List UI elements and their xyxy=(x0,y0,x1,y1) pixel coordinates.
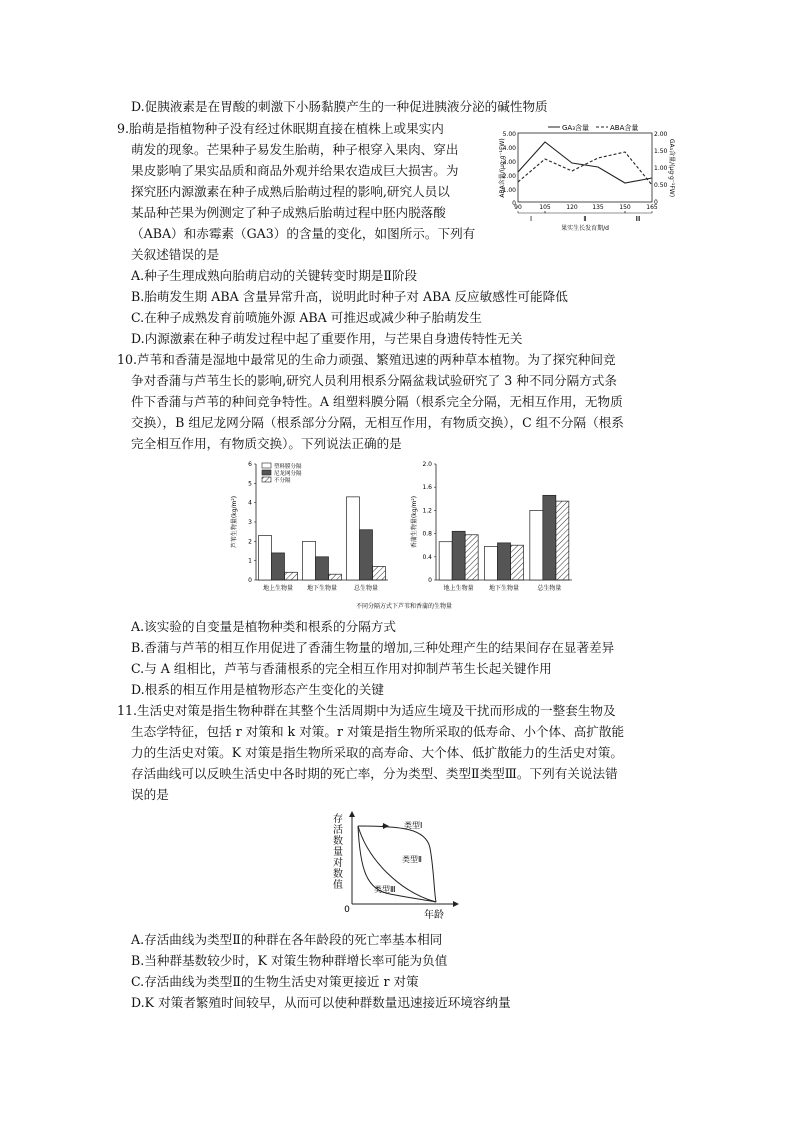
y-tick-label: 1.2 xyxy=(422,507,432,515)
bar xyxy=(465,535,478,580)
x-axis-label: 年龄 xyxy=(424,910,444,921)
biomass-bar-charts xyxy=(228,456,580,612)
q9-option-c: C.在种子成熟发育前喷施外源 ABA 可推迟或减少种子胎萌发生 xyxy=(131,310,482,325)
curve-label-3: 类型Ⅲ xyxy=(374,885,396,894)
bar xyxy=(303,541,316,580)
q10-option-b: B.香蒲与芦苇的相互作用促进了香蒲生物量的增加,三种处理产生的结果间存在显著差异 xyxy=(131,640,615,655)
q9-stem-line: 某品种芒果为例测定了种子成熟后胎萌过程中胚内脱落酸 xyxy=(131,205,446,220)
q11-stem-line: 生态学特征，包括 r 对策和 k 对策。r 对策是指生物所采取的低寿命、小个体、高扩散能 xyxy=(131,724,625,739)
y-tick-label: 6 xyxy=(248,461,252,468)
x-tick-label: 总生物量 xyxy=(537,585,562,592)
bar xyxy=(485,546,498,580)
y-tick-label: 0.4 xyxy=(422,553,432,561)
bar xyxy=(259,536,272,580)
q9-stem-line: 探究胚内源激素在种子成熟后胎萌过程的影响,研究人员以 xyxy=(131,184,450,199)
left-tick: 0 xyxy=(512,200,516,207)
bar xyxy=(316,557,329,580)
y-tick-label: 2.0 xyxy=(422,461,432,468)
q10-option-a: A.该实验的自变量是植物种类和根系的分隔方式 xyxy=(131,619,396,634)
q11-stem-line: 误的是 xyxy=(131,787,169,802)
aba-series-line xyxy=(518,152,652,185)
q9-stem-line: 9.胎萌是指植物种子没有经过休眠期直接在植株上或果实内 xyxy=(117,121,444,136)
bar xyxy=(439,542,452,580)
q8-option-d: D.促胰液素是在胃酸的刺激下小肠黏膜产生的一种促进胰液分泌的碱性物质 xyxy=(131,99,548,114)
y-tick-label: 5 xyxy=(248,480,252,488)
q10-stem-line: 10.芦苇和香蒲是湿地中最常见的生命力顽强、繁殖迅速的两种草本植物。为了探究种间竞 xyxy=(117,352,616,367)
bar xyxy=(452,531,465,580)
q11-stem-line: 11.生活史对策是指生物种群在其整个生活周期中为适应生境及干扰而形成的一整套生物及 xyxy=(117,703,616,718)
chart-caption: 不同分隔方式下芦苇和香蒲的生物量 xyxy=(355,603,453,610)
x-tick: 135 xyxy=(592,204,604,211)
bar xyxy=(329,574,342,580)
bar xyxy=(373,566,386,580)
bar xyxy=(511,545,524,580)
legend-label: 塑料膜分隔 xyxy=(274,464,302,470)
x-axis-label: 果实生长发育期/d xyxy=(561,225,609,232)
hormone-line-chart xyxy=(496,120,674,232)
q9-stem-line: 关叙述错误的是 xyxy=(131,247,220,262)
q9-stem-line: 果皮影响了果实品质和商品外观并给果农造成巨大损害。为 xyxy=(131,163,459,178)
legend-swatch xyxy=(262,463,271,468)
bar xyxy=(272,553,285,580)
q11-option-c: C.存活曲线为类型Ⅱ的生物生活史对策更接近 r 对策 xyxy=(131,974,419,989)
y-tick-label: 0 xyxy=(248,577,252,584)
right-tick: 1.50 xyxy=(654,148,668,155)
y-tick-label: 0.8 xyxy=(422,530,432,538)
q9-stem-line: （ABA）和赤霉素（GA3）的含量的变化，如图所示。下列有 xyxy=(131,226,476,241)
q10-option-c: C.与 A 组相比，芦苇与香蒲根系的完全相互作用对抑制芦苇生长起关键作用 xyxy=(131,661,552,676)
legend-aba: ABA含量 xyxy=(610,124,639,132)
origin-label: 0 xyxy=(344,905,350,915)
q9-option-d: D.内源激素在种子萌发过程中起了重要作用，与芒果自身遗传特性无关 xyxy=(131,331,523,346)
bar xyxy=(530,510,543,580)
legend-label: 尼龙网分隔 xyxy=(274,471,302,477)
legend-swatch xyxy=(262,470,271,475)
survivorship-curve-chart xyxy=(330,808,466,920)
x-tick: 120 xyxy=(566,204,578,211)
y-tick-label: 3 xyxy=(248,519,252,526)
x-tick-label: 地下生物量 xyxy=(306,585,338,592)
y-axis-label: 芦苇生物量(kg/m²) xyxy=(231,495,238,549)
svg-text:存活数量对数值: 存活数量对数值 xyxy=(333,814,343,891)
q11-option-b: B.当种群基数较少时，K 对策生物种群增长率可能为负值 xyxy=(131,953,448,968)
bar xyxy=(556,501,569,580)
legend-ga3: GA₃含量 xyxy=(562,124,590,132)
bar xyxy=(543,495,556,580)
curve-label-2: 类型Ⅱ xyxy=(402,855,422,864)
right-tick: 2.00 xyxy=(654,131,668,138)
bar xyxy=(347,497,360,580)
ga3-series-line xyxy=(518,142,652,183)
curve-type-1 xyxy=(358,826,436,902)
q11-option-d: D.K 对策者繁殖时间较早，从而可以使种群数量迅速接近环境容纳量 xyxy=(131,995,511,1010)
y-tick-label: 2 xyxy=(248,538,252,546)
left-tick: 2.00 xyxy=(502,173,516,180)
stage-label: Ⅰ xyxy=(529,215,533,223)
q10-stem-line: 件下香蒲与芦苇的种间竞争特性。A 组塑料膜分隔（根系完全分隔，无相互作用，无物质 xyxy=(131,394,623,409)
y-tick-label: 1.6 xyxy=(422,484,432,492)
q10-stem-line: 交换），B 组尼龙网分隔（根系部分分隔，无相互作用，有物质交换），C 组不分隔（根系 xyxy=(131,415,624,430)
left-tick: 4.00 xyxy=(502,145,516,152)
right-tick: 0 xyxy=(654,199,658,206)
legend-swatch xyxy=(262,477,271,482)
y-label-left: ABA含量/(μg·g⁻¹FW) xyxy=(499,138,506,198)
x-tick: 105 xyxy=(539,204,551,211)
curve-label-1: 类型Ⅰ xyxy=(404,821,423,830)
q9-option-b: B.胎萌发生期 ABA 含量异常升高，说明此时种子对 ABA 反应敏感性可能降低 xyxy=(131,289,568,304)
x-tick-label: 地上生物量 xyxy=(443,585,474,592)
q10-option-d: D.根系的相互作用是植物形态产生变化的关键 xyxy=(131,682,384,697)
y-tick-label: 0 xyxy=(428,577,432,584)
left-tick: 5.00 xyxy=(502,131,516,138)
x-tick: 90 xyxy=(514,204,522,211)
stage-label: Ⅱ xyxy=(583,215,587,223)
bar xyxy=(360,530,373,580)
y-axis-label xyxy=(333,812,343,891)
y-axis-label: 香蒲生物量(kg/m²) xyxy=(411,495,418,549)
y-label-right: GA₃含量/(μg·g⁻¹FW) xyxy=(668,138,675,198)
x-tick-label: 地上生物量 xyxy=(262,585,294,592)
q10-stem-line: 完全相互作用，有物质交换）。下列说法正确的是 xyxy=(131,436,402,451)
x-tick-label: 总生物量 xyxy=(353,585,379,592)
q9-stem-line: 萌发的现象。芒果种子易发生胎萌，种子根穿入果肉、穿出 xyxy=(131,142,459,157)
y-tick-label: 4 xyxy=(248,499,252,507)
bar xyxy=(285,572,298,580)
q11-stem-line: 存活曲线可以反映生活史中各时期的死亡率，分为类型、类型Ⅱ类型Ⅲ。下列有关说法错 xyxy=(131,766,618,781)
q9-option-a: A.种子生理成熟向胎萌启动的关键转变时期是Ⅱ阶段 xyxy=(131,268,418,283)
q10-stem-line: 争对香蒲与芦苇生长的影响,研究人员利用根系分隔盆栽试验研究了 3 种不同分隔方式条 xyxy=(131,373,617,388)
x-tick-label: 地下生物量 xyxy=(488,585,520,592)
bar xyxy=(498,543,511,580)
y-tick-label: 1 xyxy=(248,557,252,565)
left-tick: 3.00 xyxy=(502,159,516,166)
stage-label: Ⅲ xyxy=(635,215,641,223)
x-tick: 165 xyxy=(646,204,658,211)
legend-label: 不分隔 xyxy=(274,478,291,484)
left-tick: 1.00 xyxy=(502,187,516,194)
x-tick: 150 xyxy=(619,204,631,211)
right-tick: 0.50 xyxy=(654,182,668,189)
right-tick: 1.00 xyxy=(654,165,668,172)
q11-stem-line: 力的生活史对策。K 对策是指生物所采取的高寿命、大个体、低扩散能力的生活史对策。 xyxy=(131,745,623,760)
q11-option-a: A.存活曲线为类型Ⅱ的种群在各年龄段的死亡率基本相同 xyxy=(131,932,443,947)
